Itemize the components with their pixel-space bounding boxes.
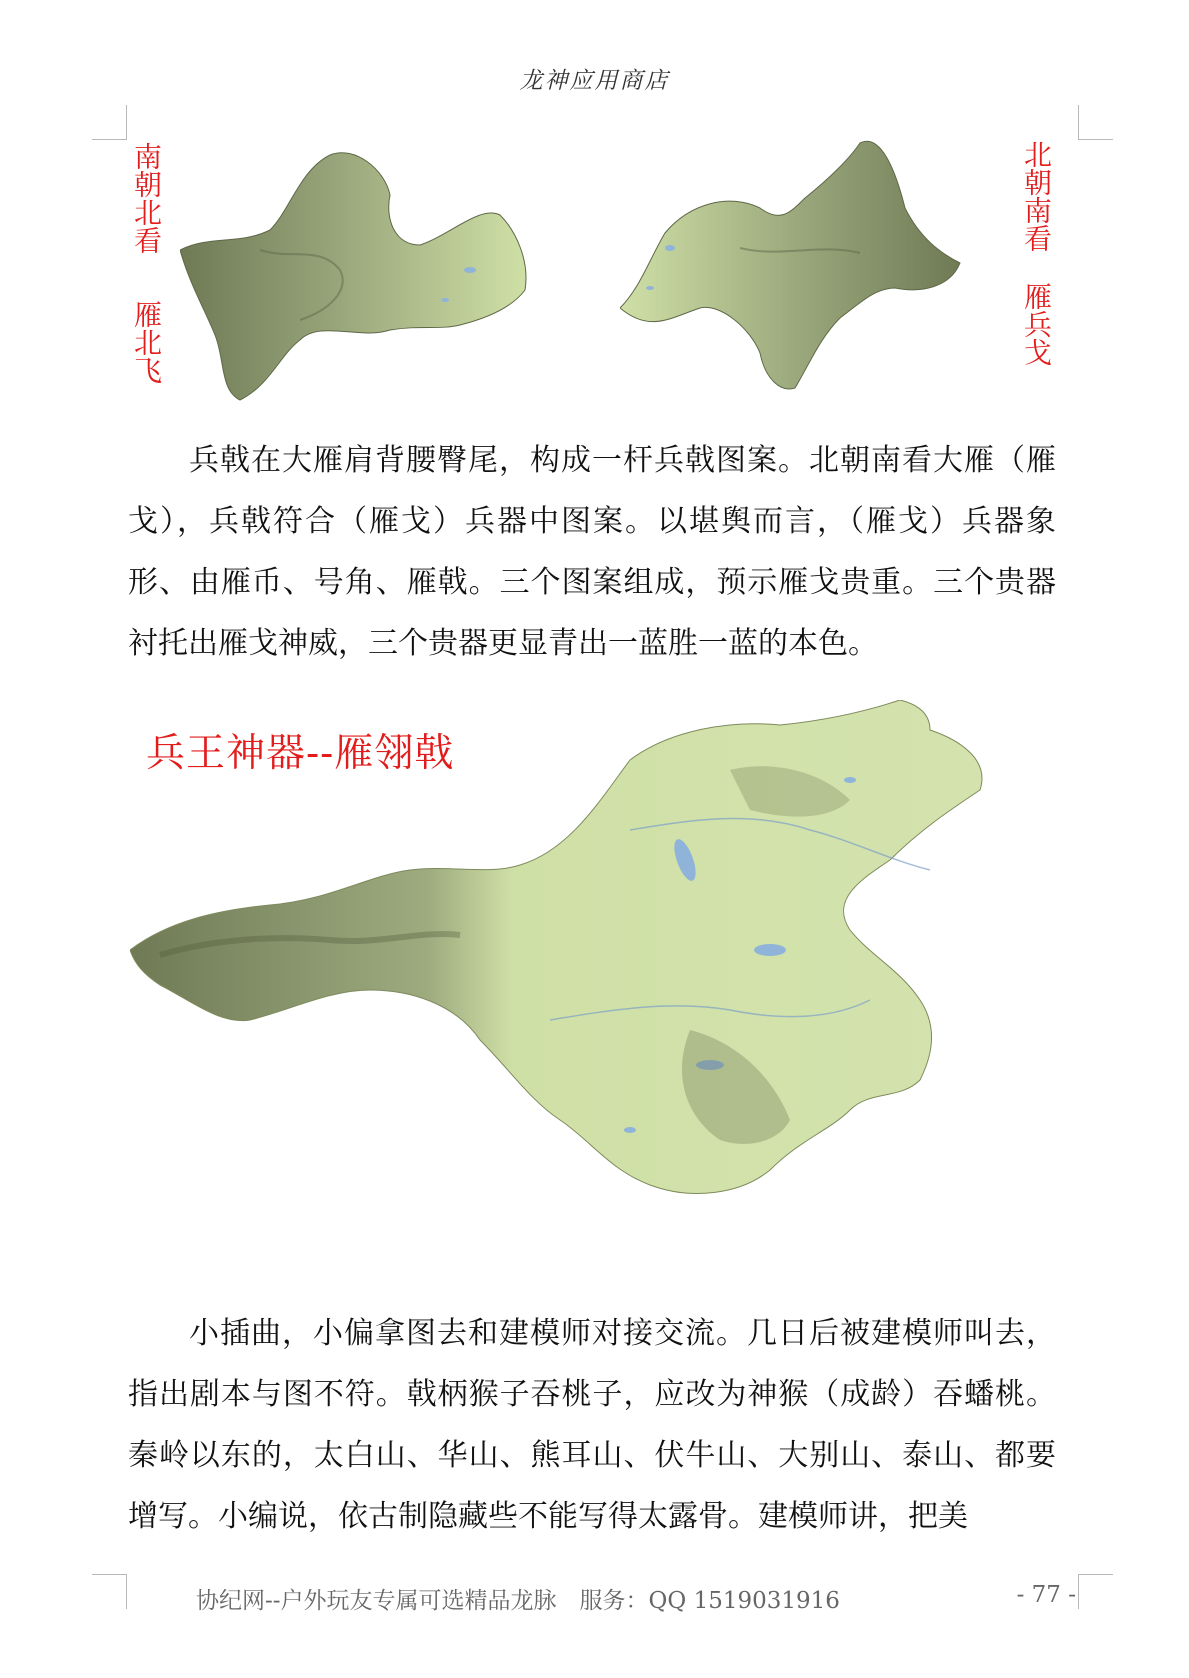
left-label-line2: 雁北飞 <box>130 300 163 384</box>
crop-mark-bottom-right <box>1078 1574 1113 1609</box>
section-title: 兵王神器--雁翎戟 <box>146 731 455 776</box>
map-yanling-ji <box>130 700 1060 1200</box>
page-footer <box>196 1582 1076 1615</box>
paragraph-1-text: 兵戟在大雁肩背腰臀尾，构成一杆兵戟图案。北朝南看大雁（雁戈），兵戟符合（雁戈）兵器中图案。以堪舆而言，（雁戈）兵器象形、由雁币、号角、雁戟。三个图案组成，预示雁戈贵重。三个贵器衬托出雁戈神威，三个贵器更显青出一蓝胜一蓝的本色。 <box>128 443 1056 661</box>
right-label-line2: 雁兵戈 <box>1020 282 1053 366</box>
map-south-view <box>180 150 540 410</box>
crop-mark-top-left <box>92 105 127 140</box>
crop-mark-top-right <box>1078 105 1113 140</box>
page-header: 龙神应用商店 <box>519 68 670 94</box>
paragraph-2-text: 小插曲，小偏拿图去和建模师对接交流。几日后被建模师叫去，指出剧本与图不符。戟柄猴子吞桃子，应改为神猴（成龄）吞蟠桃。秦岭以东的，太白山、华山、熊耳山、伏牛山、大别山、泰山、都要增写。小编说，依古制隐藏些不能写得太露骨。建模师讲，把美 <box>128 1316 1056 1534</box>
page-number: - 77 - <box>1016 1582 1076 1608</box>
crop-mark-bottom-left <box>92 1574 127 1609</box>
paragraph-2 <box>128 1303 1056 1547</box>
paragraph-1 <box>128 430 1056 674</box>
left-label-line1: 南朝北看 <box>130 142 163 254</box>
map-north-view <box>620 138 980 400</box>
right-label-line1: 北朝南看 <box>1020 140 1053 252</box>
footer-text: 协纪网--户外玩友专属可选精品龙脉 服务：QQ 1519031916 <box>196 1588 840 1614</box>
